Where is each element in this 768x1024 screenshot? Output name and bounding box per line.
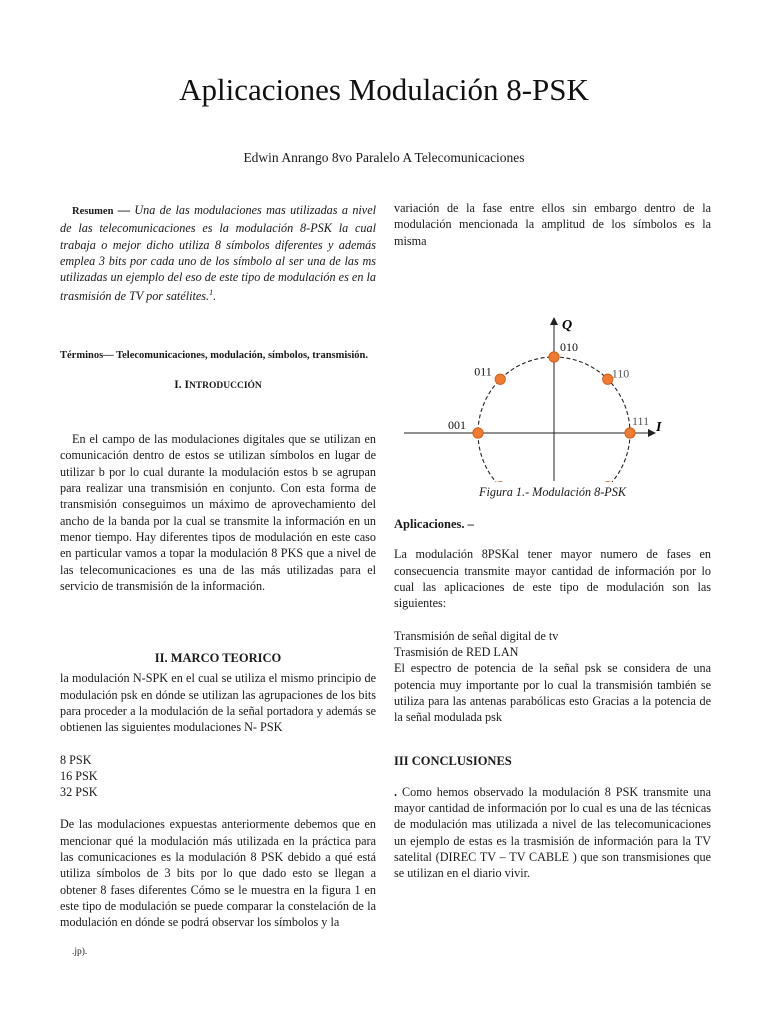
- abstract-end: .: [213, 289, 217, 304]
- symbol-point: [473, 428, 483, 438]
- symbol-label: 001: [448, 417, 466, 432]
- section-head-rest: NTRODUCCIÓN: [188, 380, 262, 391]
- footnote: .jp).: [72, 947, 88, 957]
- conclusiones-heading: III CONCLUSIONES: [394, 754, 512, 769]
- marco-paragraph-2: De las modulaciones expuestas anteriormente debemos que en mencionar qué la modulación más utilizada en la práctica para las comunicaciones es la modulación 8 PSK debido a qué está utiliza símbolos de 3 bits por lo que dado esto se llegan a obtener 8 fases diferentes Cómo se le muestra en la figura 1 en este tipo de modulación se puede comparar la constelación de la modulación en dónde se podrá observar los símbolos y la: [60, 817, 376, 930]
- psk-list-item: 16 PSK: [60, 768, 98, 783]
- section-number: I.: [174, 378, 182, 391]
- symbol-label: 010: [560, 339, 578, 354]
- section-intro-heading: [60, 377, 376, 394]
- conclusiones-text: Como hemos observado la modulación 8 PSK transmite una mayor cantidad de información por lo cual es una de las técnicas de modulación mas utilizada a nivel de las telecomunicaciones un ejemplo de estas es la trasmisión de información para la TV satelital (DIREC TV – TV CABLE ) que son transmisiones que se utilizan en el diario vivir.: [394, 784, 711, 881]
- i-axis-label: I: [656, 419, 662, 435]
- psk-list-item: 8 PSK: [60, 752, 92, 767]
- index-terms: Términos— Telecomunicaciones, modulación, símbolos, transmisión.: [60, 349, 369, 361]
- intro-paragraph: En el campo de las modulaciones digitales que se utilizan en comunicación dentro de estos se utilizan símbolos en lugar de utilizar b por lo cual durante la modulación estos b se agrupan para realizar una transmisión en conjunto. Con esta forma de transmisión conseguimos un máximo de aprovechamiento del ancho de la banda por la cual se transmite la información en un menor tiempo. Hay diferentes tipos de modulación en este caso en particular vamos a topar la modulación 8 PKS que a nivel de las telecomunicaciones es una de las más utilizadas para el servicio de transmisión de la información.: [60, 432, 376, 593]
- conclusiones-paragraph: [394, 784, 711, 882]
- paper-title: Aplicaciones Modulación 8-PSK: [179, 72, 589, 107]
- section-head-initial: I: [184, 378, 189, 391]
- continued-paragraph: variación de la fase entre ellos sin embargo dentro de la modulación mencionada la amplitud de los símbolos es la misma: [394, 201, 711, 248]
- abstract: [60, 202, 376, 305]
- application-item: Trasmisión de RED LAN: [394, 644, 519, 659]
- symbol-point: [495, 374, 505, 384]
- symbol-point: [625, 428, 635, 438]
- constellation-points: [448, 340, 649, 482]
- aplicaciones-paragraph: La modulación 8PSKal tener mayor numero de fases en consecuencia transmite mayor cantidad de información por lo cual las aplicaciones de este tipo de modulación son las siguientes:: [394, 547, 711, 611]
- constellation-figure: [394, 257, 711, 482]
- psk-list-item: 32 PSK: [60, 785, 98, 800]
- abstract-text: Una de las modulaciones mas utilizadas a nivel de las telecomunicaciones es la modulación 8-PSK la cual trabaja o mejor dicho utiliza 8 símbolos diferentes y además emplea 3 bits por cada uno de los símbolo al ser una de las ms utilizadas un ejemplo del eso de este tipo de modulación es en la trasmisión de TV por satélites.: [60, 203, 377, 304]
- conclusiones-dot: .: [394, 784, 402, 799]
- footnote-mark: 1: [209, 288, 214, 298]
- section-marco-heading: II. MARCO TEORICO: [154, 651, 282, 666]
- aplicaciones-heading: Aplicaciones. –: [394, 517, 474, 532]
- abstract-dash: —: [113, 203, 135, 217]
- marco-paragraph-1: la modulación N-SPK en el cual se utiliza el mismo principio de modulación psk en dónde se utilizan las agrupaciones de los bits para proceder a la modulación de la señal portadora y además se obtienen las siguientes modulaciones N- PSK: [60, 671, 376, 735]
- right-column: [394, 200, 711, 882]
- symbol-point: [549, 352, 559, 362]
- symbol-label: 110: [611, 366, 630, 381]
- symbol-label: 111: [632, 413, 650, 428]
- constellation-axes: [404, 317, 656, 482]
- abstract-label: Resumen: [72, 206, 114, 217]
- application-item: Transmisión de señal digital de tv: [394, 628, 559, 643]
- figure-caption: Figura 1.- Modulación 8-PSK: [479, 484, 626, 499]
- symbol-label: 011: [474, 364, 492, 379]
- apps-paragraph: El espectro de potencia de la señal psk se considera de una potencia muy importante por lo cual la transmisión también se utiliza para las antenas parabólicas esto Gracias a la potencia de la señal modulada psk: [394, 661, 711, 725]
- applications-list: [394, 628, 711, 661]
- left-column: [60, 202, 376, 931]
- author-line: Edwin Anrango 8vo Paralelo A Telecomunicaciones: [243, 150, 525, 165]
- psk-list: [60, 752, 376, 801]
- q-axis-label: Q: [562, 317, 573, 333]
